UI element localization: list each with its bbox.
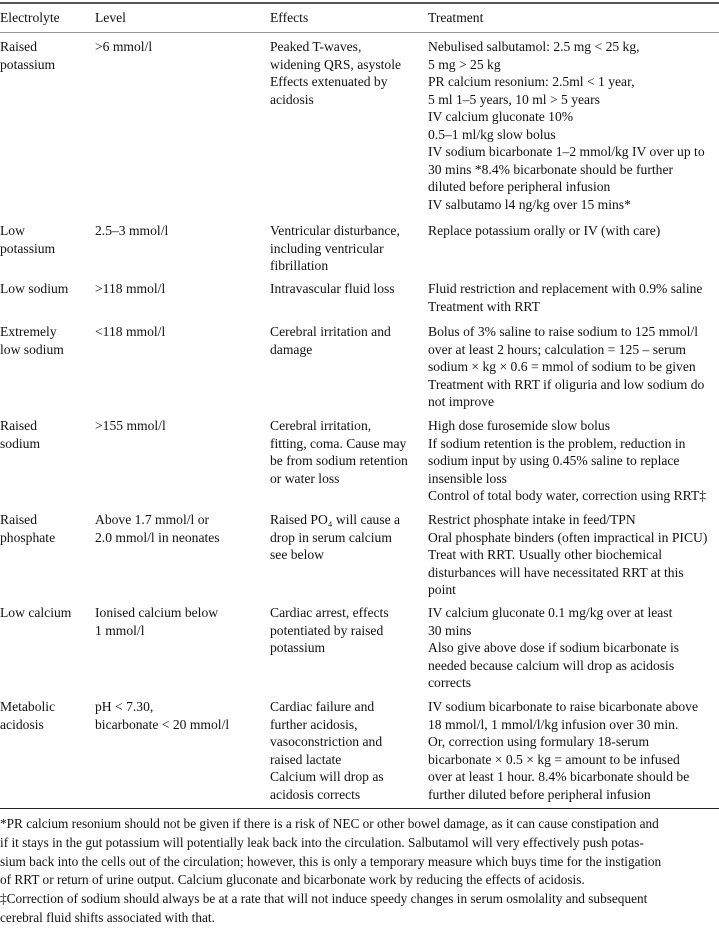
cell-effects bbox=[270, 222, 400, 275]
cell-effects bbox=[270, 698, 384, 803]
cell-treatment bbox=[428, 38, 705, 213]
cell-line: vasoconstriction and bbox=[270, 734, 383, 749]
cell-line: not improve bbox=[428, 394, 495, 409]
cell-line: corrects bbox=[428, 675, 472, 690]
cell-line: Peaked T-waves, bbox=[270, 39, 362, 54]
cell-effects bbox=[270, 511, 400, 564]
cell-electrolyte bbox=[0, 698, 55, 733]
cell-effects bbox=[270, 38, 401, 108]
footnote-line: cerebral fluid shifts associated with that. bbox=[0, 909, 215, 925]
cell-line: High dose furosemide slow bolus bbox=[428, 418, 610, 433]
cell-level bbox=[95, 511, 220, 546]
cell-effects bbox=[270, 280, 395, 298]
cell-line: fitting, coma. Cause may bbox=[270, 435, 407, 451]
cell-electrolyte bbox=[0, 511, 55, 546]
cell-level bbox=[95, 604, 218, 639]
cell-line: further diluted before peripheral infusion bbox=[428, 786, 651, 802]
cell-line: widening QRS, asystole bbox=[270, 56, 402, 72]
cell-line: Fluid restriction and replacement with 0.9% saline bbox=[428, 281, 703, 296]
cell-line: Raised bbox=[0, 512, 37, 527]
footnote-line: ‡Correction of sodium should always be at a rate that will not induce speedy changes in serum osmolality and subsequent bbox=[0, 891, 648, 907]
cell-line: 18 mmol/l, 1 mmol/l/kg infusion over 30 min. bbox=[428, 716, 679, 732]
footnote-line: if it stays in the gut potassium will potentially leak back into the circulation. Salbutamol will very effectively push potas- bbox=[0, 834, 644, 850]
cell-treatment bbox=[428, 323, 704, 411]
cell-electrolyte bbox=[0, 222, 55, 257]
header-level: Level bbox=[95, 10, 126, 25]
cell-line: bicarbonate < 20 mmol/l bbox=[95, 716, 230, 732]
footnote-line: of RRT or return of urine output. Calcium gluconate and bicarbonate work by reducing the effects of acidosis. bbox=[0, 872, 585, 888]
cell-treatment bbox=[428, 280, 702, 315]
cell-line: Effects extenuated by bbox=[270, 74, 388, 89]
cell-electrolyte bbox=[0, 323, 64, 358]
cell-line: 5 ml 1–5 years, 10 ml > 5 years bbox=[428, 91, 600, 107]
cell-treatment bbox=[428, 698, 698, 803]
cell-line: Extremely bbox=[0, 324, 57, 339]
cell-effects bbox=[270, 604, 389, 657]
cell-line: Calcium will drop as bbox=[270, 769, 384, 784]
cell-line: Treatment with RRT bbox=[428, 298, 540, 314]
cell-line: PR calcium resonium: 2.5ml < 1 year, bbox=[428, 74, 635, 89]
cell-line: sodium bbox=[0, 435, 41, 451]
cell-line: drop in serum calcium bbox=[270, 529, 392, 545]
cell-line: 1 mmol/l bbox=[95, 622, 145, 638]
cell-level bbox=[95, 222, 168, 240]
cell-level bbox=[95, 280, 165, 298]
cell-line: Treat with RRT. Usually other biochemical bbox=[428, 547, 663, 562]
cell-level bbox=[95, 323, 165, 341]
cell-line: If sodium retention is the problem, reduction in bbox=[428, 435, 686, 451]
cell-line: sodium × kg × 0.6 = mmol of sodium to be given bbox=[428, 359, 696, 374]
footnote-line: *PR calcium resonium should not be given if there is a risk of NEC or other bowel damage, as it can cause constipation and bbox=[0, 816, 659, 831]
cell-line: or water loss bbox=[270, 470, 340, 486]
cell-line: acidosis bbox=[0, 716, 44, 732]
cell-line: IV salbutamo l4 ng/kg over 15 mins* bbox=[428, 196, 631, 212]
cell-line: bicarbonate × 0.5 × kg = amount to be infused bbox=[428, 751, 680, 767]
footnotes bbox=[0, 815, 719, 928]
cell-line: IV sodium bicarbonate 1–2 mmol/kg IV over up to bbox=[428, 144, 705, 159]
bottom-rule bbox=[0, 808, 719, 809]
cell-line: 2.0 mmol/l in neonates bbox=[95, 529, 220, 545]
cell-line: over at least 2 hours; calculation = 125 – serum bbox=[428, 341, 686, 357]
cell-line: Above 1.7 mmol/l or bbox=[95, 512, 210, 527]
cell-line: Cerebral irritation, bbox=[270, 418, 372, 433]
cell-line: sodium input by using 0.45% saline to replace bbox=[428, 453, 680, 468]
cell-line: potassium bbox=[0, 56, 56, 72]
cell-treatment bbox=[428, 511, 707, 599]
cell-line: low sodium bbox=[0, 341, 64, 357]
cell-treatment bbox=[428, 604, 679, 692]
cell-line: 5 mg > 25 kg bbox=[428, 56, 501, 72]
cell-line: Low calcium bbox=[0, 605, 72, 620]
cell-line: see below bbox=[270, 547, 324, 562]
cell-electrolyte bbox=[0, 604, 71, 622]
cell-line: Ionised calcium below bbox=[95, 605, 219, 620]
cell-electrolyte bbox=[0, 417, 40, 452]
cell-line: Oral phosphate binders (often impractical in PICU) bbox=[428, 529, 708, 545]
cell-line: potassium bbox=[270, 640, 326, 655]
cell-line: Ventricular disturbance, bbox=[270, 223, 400, 238]
cell-line: Low bbox=[0, 223, 25, 238]
footnote-line: sium back into the cells out of the circulation; however, this is only a temporary measure which buys time for the instigation bbox=[0, 853, 662, 869]
header-electrolyte: Electrolyte bbox=[0, 10, 60, 25]
top-rule bbox=[0, 2, 719, 4]
cell-line: Cardiac arrest, effects bbox=[270, 605, 389, 620]
cell-line: 30 mins *8.4% bicarbonate should be further bbox=[428, 161, 674, 177]
cell-line: Metabolic bbox=[0, 699, 56, 714]
cell-electrolyte bbox=[0, 38, 55, 73]
cell-line: IV calcium gluconate 10% bbox=[428, 109, 574, 124]
cell-line: Also give above dose if sodium bicarbonate is bbox=[428, 640, 680, 655]
cell-line: over at least 1 hour. 8.4% bicarbonate should be bbox=[428, 769, 690, 784]
cell-line: be from sodium retention bbox=[270, 453, 408, 468]
cell-line: Cerebral irritation and bbox=[270, 324, 391, 339]
cell-line: Intravascular fluid loss bbox=[270, 281, 395, 296]
cell-line: 30 mins bbox=[428, 622, 472, 638]
cell-line: phosphate bbox=[0, 529, 56, 545]
header-effects: Effects bbox=[270, 10, 309, 25]
cell-effects bbox=[270, 417, 408, 487]
cell-line: acidosis bbox=[270, 91, 314, 107]
cell-line: >155 mmol/l bbox=[95, 418, 166, 433]
cell-level bbox=[95, 417, 166, 435]
cell-line: Nebulised salbutamol: 2.5 mg < 25 kg, bbox=[428, 39, 640, 54]
cell-line: potentiated by raised bbox=[270, 622, 384, 638]
cell-line: needed because calcium will drop as acidosis bbox=[428, 657, 675, 673]
cell-line: acidosis corrects bbox=[270, 786, 361, 802]
cell-line: point bbox=[428, 582, 456, 597]
cell-line: diluted before peripheral infusion bbox=[428, 179, 611, 194]
cell-line: Bolus of 3% saline to raise sodium to 125 mmol/l bbox=[428, 324, 698, 339]
cell-line: Raised bbox=[0, 418, 37, 433]
cell-level bbox=[95, 38, 152, 56]
cell-line: damage bbox=[270, 341, 313, 357]
header-rule bbox=[0, 32, 719, 33]
cell-effects bbox=[270, 323, 391, 358]
cell-treatment bbox=[428, 222, 660, 240]
cell-line: Cardiac failure and bbox=[270, 699, 375, 714]
cell-line: Or, correction using formulary 18-serum bbox=[428, 734, 650, 749]
cell-level bbox=[95, 698, 229, 733]
cell-line: potassium bbox=[0, 240, 56, 256]
cell-line: Treatment with RRT if oliguria and low sodium do bbox=[428, 376, 705, 392]
cell-line: 0.5–1 ml/kg slow bolus bbox=[428, 126, 556, 142]
cell-line: raised lactate bbox=[270, 751, 342, 767]
header-treatment: Treatment bbox=[428, 10, 484, 25]
cell-line: >6 mmol/l bbox=[95, 39, 153, 54]
cell-line: IV sodium bicarbonate to raise bicarbonate above bbox=[428, 699, 699, 714]
cell-line: Replace potassium orally or IV (with care) bbox=[428, 223, 661, 238]
cell-line: insensible loss bbox=[428, 470, 507, 486]
cell-line: Restrict phosphate intake in feed/TPN bbox=[428, 512, 636, 527]
cell-line: >118 mmol/l bbox=[95, 281, 166, 296]
cell-line: <118 mmol/l bbox=[95, 324, 166, 339]
cell-line: pH < 7.30, bbox=[95, 699, 154, 714]
cell-line: Raised PO₄ will cause a bbox=[270, 512, 401, 527]
cell-line: disturbances will have necessitated RRT at this bbox=[428, 564, 684, 580]
cell-electrolyte bbox=[0, 280, 68, 298]
cell-line: fibrillation bbox=[270, 258, 329, 273]
cell-line: including ventricular bbox=[270, 240, 384, 256]
cell-line: Low sodium bbox=[0, 281, 69, 296]
cell-line: IV calcium gluconate 0.1 mg/kg over at least bbox=[428, 605, 673, 620]
cell-line: Control of total body water, correction using RRT‡ bbox=[428, 488, 707, 503]
cell-treatment bbox=[428, 417, 706, 505]
cell-line: Raised bbox=[0, 39, 37, 54]
cell-line: further acidosis, bbox=[270, 716, 358, 732]
cell-line: 2.5–3 mmol/l bbox=[95, 223, 169, 238]
